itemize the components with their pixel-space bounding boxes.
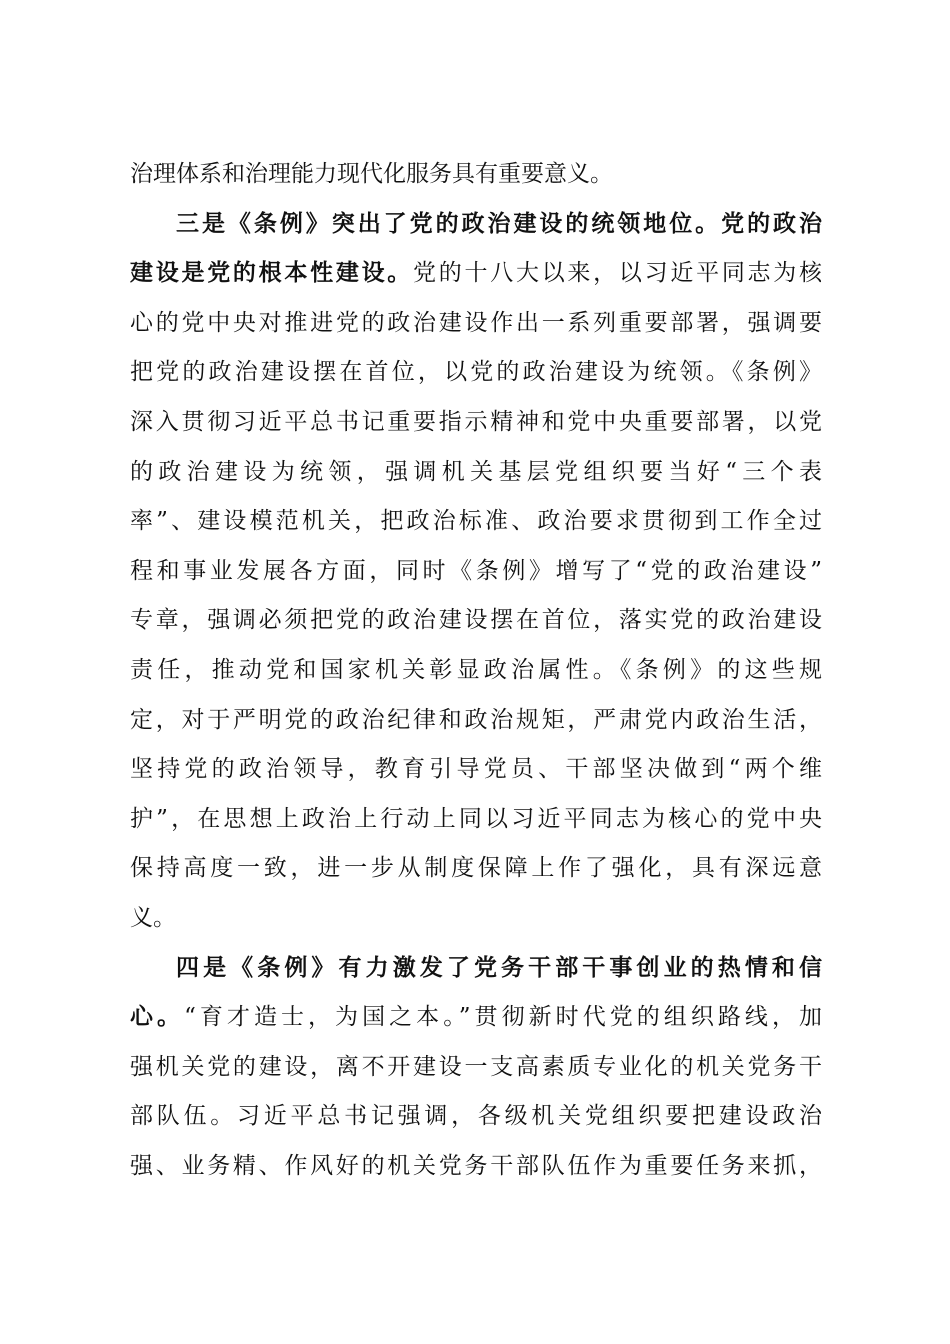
section-4-heading: 四是《条例》有力激发了党务干部干事创业的热情和信 — [176, 954, 822, 981]
section-4-heading-continued: 心。 — [130, 1004, 185, 1031]
paragraph-line: 深入贯彻习近平总书记重要指示精神和党中央重要部署，以党 — [130, 408, 822, 435]
paragraph-line: 率”、建设模范机关，把政治标准、政治要求贯彻到工作全过 — [130, 508, 822, 535]
paragraph-line: 的政治建设为统领，强调机关基层党组织要当好“三个表 — [130, 458, 822, 485]
paragraph-line: 护”，在思想上政治上行动上同以习近平同志为核心的党中央 — [130, 805, 822, 832]
section-3-text: 党的十八大以来，以习近平同志为核 — [413, 260, 823, 287]
paragraph-line: 程和事业发展各方面，同时《条例》增写了“党的政治建设” — [130, 557, 822, 584]
paragraph-line — [130, 993, 822, 1043]
paragraph-line: 把党的政治建设摆在首位，以党的政治建设为统领。《条例》 — [130, 359, 822, 386]
paragraph-line: 定，对于严明党的政治纪律和政治规矩，严肃党内政治生活， — [130, 706, 822, 733]
paragraph-line — [130, 249, 822, 299]
paragraph-line: 义。 — [130, 904, 176, 931]
paragraph-line: 强机关党的建设，离不开建设一支高素质专业化的机关党务干 — [130, 1053, 822, 1080]
paragraph-line: 责任，推动党和国家机关彰显政治属性。《条例》的这些规 — [130, 656, 822, 683]
document-body — [130, 150, 822, 1191]
section-3-heading-continued: 建设是党的根本性建设。 — [130, 260, 414, 287]
paragraph-line: 专章，强调必须把党的政治建设摆在首位，落实党的政治建设 — [130, 607, 822, 634]
paragraph-line: 心的党中央对推进党的政治建设作出一系列重要部署，强调要 — [130, 309, 822, 336]
paragraph-line: 部队伍。习近平总书记强调，各级机关党组织要把建设政治 — [130, 1103, 822, 1130]
section-4-text: “育才造士，为国之本。”贯彻新时代党的组织路线，加 — [184, 1004, 822, 1031]
paragraph-line: 强、业务精、作风好的机关党务干部队伍作为重要任务来抓， — [130, 1152, 822, 1179]
section-3-heading: 三是《条例》突出了党的政治建设的统领地位。党的政治 — [176, 210, 822, 237]
paragraph-line: 保持高度一致，进一步从制度保障上作了强化，具有深远意 — [130, 855, 822, 882]
paragraph-line: 坚持党的政治领导，教育引导党员、干部坚决做到“两个维 — [130, 756, 822, 783]
paragraph-line: 治理体系和治理能力现代化服务具有重要意义。 — [130, 161, 613, 187]
